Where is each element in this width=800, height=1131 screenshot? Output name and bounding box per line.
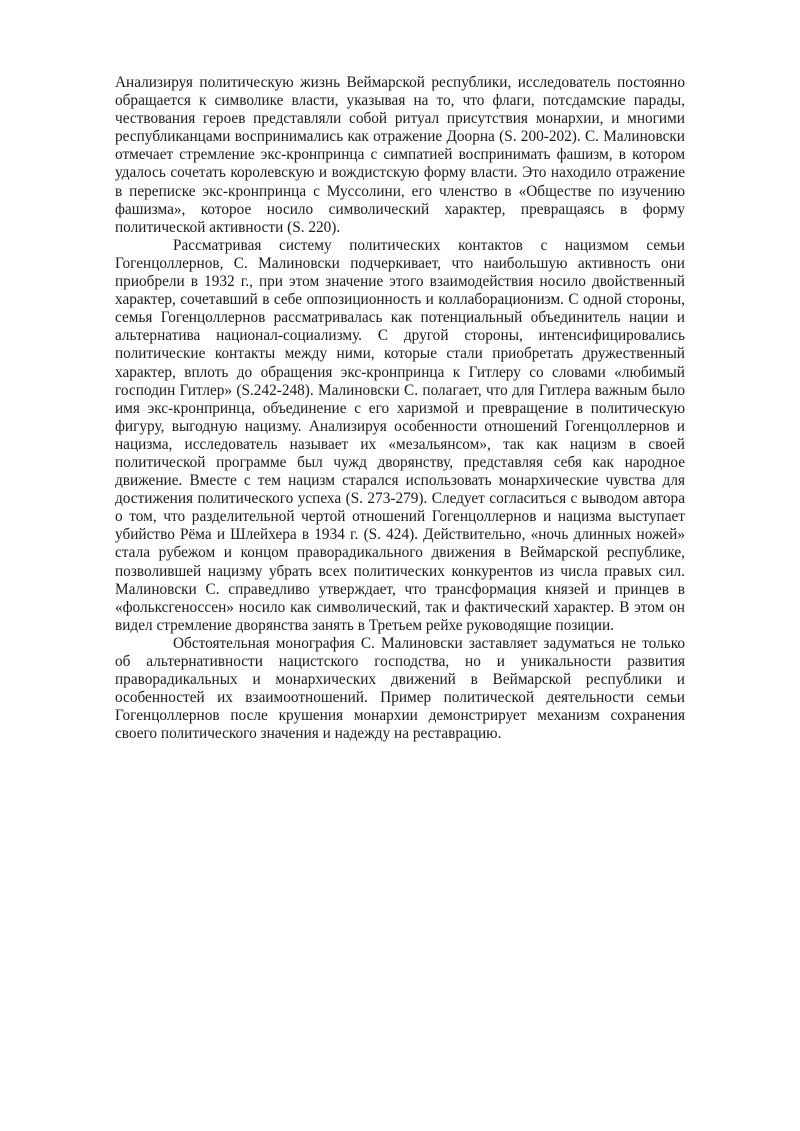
paragraph-1: Анализируя политическую жизнь Веймарской республики, исследователь постоянно обращается к символике власти, указывая на то, что флаги, потсдамские парады, чествования героев представляли собой ритуал присутствия монархии, и многими республиканцами воспринимались как отражение Доорна (S. 200-202). С. Малиновски отмечает стремление экс-кронпринца с симпатией воспринимать фашизм, в котором удалось сочетать королевскую и вождистскую форму власти. Это находило отражение в переписке экс-кронпринца с Муссолини, его членство в «Обществе по изучению фашизма», которое носило символический характер, превращаясь в форму политической активности (S. 220).	[115, 74, 685, 236]
paragraph-3: Обстоятельная монография С. Малиновски заставляет задуматься не только об альтернативности нацистского господства, но и уникальности развития праворадикальных и монархических движений в Веймарской республики и особенностей их взаимоотношений. Пример политической деятельности семьи Гогенцоллернов после крушения монархии демонстрирует механизм сохранения своего политического значения и надежду на реставрацию.	[115, 634, 685, 743]
paragraph-2: Рассматривая систему политических контактов с нацизмом семьи Гогенцоллернов, С. Малиновски подчеркивает, что наибольшую активность они приобрели в 1932 г., при этом значение этого взаимодействия носило двойственный характер, сочетавший в себе оппозиционность и коллаборационизм. С одной стороны, семья Гогенцоллернов рассматривалась как потенциальный объединитель нации и альтернатива национал-социализму. С другой стороны, интенсифицировались политические контакты между ними, которые стали приобретать дружественный характер, вплоть до обращения экс-кронпринца к Гитлеру со словами «любимый господин Гитлер» (S.242-248). Малиновски С. полагает, что для Гитлера важным было имя экс-кронпринца, объединение с его харизмой и превращение в политическую фигуру, выгодную нацизму. Анализируя особенности отношений Гогенцоллернов и нацизма, исследователь называет их «мезальянсом», так как нацизм в своей политической программе был чужд дворянству, представляя себя как народное движение. Вместе с тем нацизм старался использовать монархические чувства для достижения политического успеха (S. 273-279). Следует согласиться с выводом автора о том, что разделительной чертой отношений Гогенцоллернов и нацизма выступает убийство Рёма и Шлейхера в 1934 г. (S. 424). Действительно, «ночь длинных ножей» стала рубежом и концом праворадикального движения в Веймарской республике, позволившей нацизму убрать всех политических конкурентов из числа правых сил. Малиновски С. справедливо утверждает, что трансформация князей и принцев в «фольксгеноссен» носило как символический, так и фактический характер. В этом он видел стремление дворянства занять в Третьем рейхе руководящие позиции.	[115, 236, 685, 634]
document-page	[115, 74, 685, 743]
